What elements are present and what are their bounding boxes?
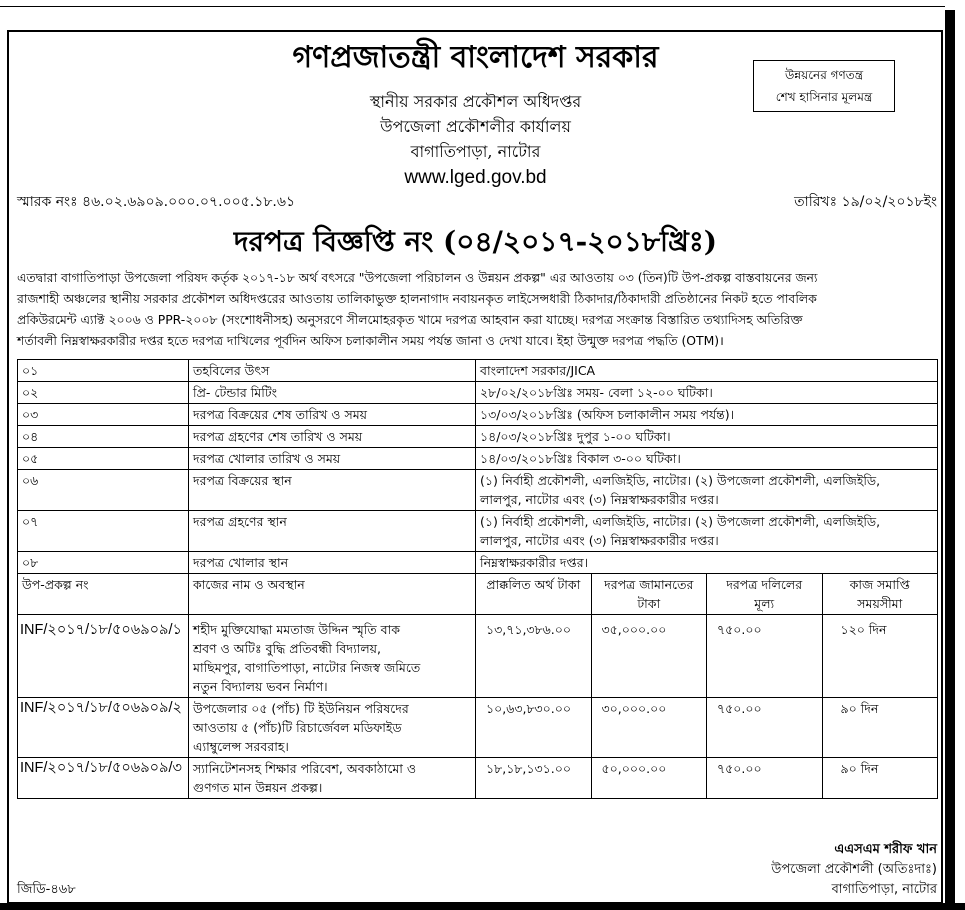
info-no: ০৫ xyxy=(18,448,189,470)
project-name-line: শ্রবণ ও অটিঃ বুদ্ধি প্রতিবন্ধী বিদ্যালয়, xyxy=(193,641,381,656)
project-security: ৩৫,০০০.০০ xyxy=(591,615,707,698)
memo-date: তারিখঃ ১৯/০২/২০১৮ইং xyxy=(794,194,937,210)
project-cost: ১৮,১৮,১৩১.০০ xyxy=(476,758,592,799)
header-doc-price-line: মূল্য xyxy=(754,596,775,611)
project-doc-price: ৭৫০.০০ xyxy=(707,758,823,799)
info-row xyxy=(18,448,938,470)
project-name xyxy=(189,615,476,698)
header-duration-line: সময়সীমা xyxy=(857,596,903,611)
office-location: বাগাতিপাড়া, নাটোর xyxy=(410,142,541,161)
slogan-line-1: উন্নয়নের গণতন্ত্র xyxy=(784,68,864,82)
info-row xyxy=(18,404,938,426)
intro-line: শর্তাবলী নিম্নস্বাক্ষরকারীর দপ্তর হতে দরপত্র দাখিলের পূর্বদিন অফিস চলাকালীন সময় পর্যন্ত জানা ও দেখা যাবে। ইহা উন্মুক্ত দরপত্র পদ্ধতি (OTM)। xyxy=(17,333,724,348)
project-row xyxy=(18,615,938,698)
project-name-line: নতুন বিদ্যালয় ভবন নির্মাণ। xyxy=(193,679,328,694)
header-doc-price-line: দরপত্র দলিলের xyxy=(726,577,803,592)
slogan-line-2: শেখ হাসিনার মূলমন্ত্র xyxy=(775,90,873,104)
header-security-line: দরপত্র জামানতের xyxy=(604,577,694,592)
info-value: ২৮/০২/২০১৮খ্রিঃ সময়- বেলা ১২-০০ ঘটিকা। xyxy=(476,382,938,404)
project-duration: ১২০ দিন xyxy=(822,615,938,698)
info-label: দরপত্র গ্রহণের স্থান xyxy=(189,511,476,552)
info-value xyxy=(476,511,938,552)
info-row xyxy=(18,382,938,404)
project-name-line: স্যানিটেশনসহ শিক্ষার পরিবেশ, অবকাঠামো ও xyxy=(193,761,417,776)
info-label: দরপত্র বিক্রয়ের শেষ তারিখ ও সময় xyxy=(189,404,476,426)
signatory-name: এএসএম শরীফ খান xyxy=(834,842,937,857)
signatory-title: উপজেলা প্রকৌশলী (অতিঃদাঃ) xyxy=(771,862,937,877)
info-no: ০৪ xyxy=(18,426,189,448)
department-name: স্থানীয় সরকার প্রকৌশল অধিদপ্তর xyxy=(369,92,582,111)
project-doc-price: ৭৫০.০০ xyxy=(707,698,823,758)
info-label: দরপত্র খোলার স্থান xyxy=(189,552,476,574)
memo-number: স্মারক নংঃ ৪৬.০২.৬৯০৯.০০০.০৭.০০৫.১৮.৬১ xyxy=(17,194,296,210)
info-label: তহবিলের উৎস xyxy=(189,360,476,382)
info-no: ০৬ xyxy=(18,470,189,511)
project-cost: ১৩,৭১,৩৮৬.০০ xyxy=(476,615,592,698)
info-label: দরপত্র খোলার তারিখ ও সময় xyxy=(189,448,476,470)
project-code: INF/২০১৭/১৮/৫০৬৯০৯/২ xyxy=(18,698,189,758)
header-code: উপ-প্রকল্প নং xyxy=(18,574,189,615)
project-duration: ৯০ দিন xyxy=(822,698,938,758)
government-title: গণপ্রজাতন্ত্রী বাংলাদেশ সরকার xyxy=(292,40,659,75)
info-row xyxy=(18,360,938,382)
intro-line: রাজশাহী অঞ্চলের স্থানীয় সরকার প্রকৌশল অধিদপ্তরের আওতায় তালিকাভুক্ত হালনাগাদ নবায়নকৃত লাইসেন্সধারী ঠিকাদার/ঠিকাদারী প্রতিষ্ঠানের নিকট হতে পাবলিক xyxy=(17,291,817,306)
info-value-line: লালপুর, নাটোর এবং (৩) নিম্নস্বাক্ষরকারীর দপ্তর। xyxy=(480,533,719,548)
project-code: INF/২০১৭/১৮/৫০৬৯০৯/৩ xyxy=(18,758,189,799)
signatory-place: বাগাতিপাড়া, নাটোর xyxy=(831,882,937,897)
website-link[interactable]: www.lged.gov.bd xyxy=(404,167,547,188)
frame-shadow-bottom xyxy=(0,903,965,910)
tender-table xyxy=(17,359,938,799)
info-no: ০৭ xyxy=(18,511,189,552)
project-name xyxy=(189,698,476,758)
info-no: ০৩ xyxy=(18,404,189,426)
intro-paragraph xyxy=(17,267,932,351)
header-cost: প্রাক্কলিত অর্থ টাকা xyxy=(476,574,592,615)
info-value: বাংলাদেশ সরকার/JICA xyxy=(476,360,938,382)
project-name xyxy=(189,758,476,799)
office-name: উপজেলা প্রকৌশলীর কার্যালয় xyxy=(380,117,571,136)
project-code: INF/২০১৭/১৮/৫০৬৯০৯/১ xyxy=(18,615,189,698)
info-value: ১৪/০৩/২০১৮খ্রিঃ বিকাল ৩-০০ ঘটিকা। xyxy=(476,448,938,470)
intro-line: এতদ্বারা বাগাতিপাড়া উপজেলা পরিষদ কর্তৃক ২০১৭-১৮ অর্থ বৎসরে "উপজেলা পরিচালন ও উন্নয়ন প্রকল্প" এর আওতায় ০৩ (তিন)টি উপ-প্রকল্প বাস্তবায়নের জন্য xyxy=(17,270,818,285)
project-name-line: মাছিমপুর, বাগাতিপাড়া, নাটোর নিজস্ব জমিতে xyxy=(193,660,421,675)
header-duration-line: কাজ সমাপ্তি xyxy=(849,577,910,592)
project-name-line: এ্যাম্বুলেন্স সরবরাহ। xyxy=(193,739,289,754)
info-value-line: (১) নির্বাহী প্রকৌশলী, এলজিইডি, নাটোর। (২) উপজেলা প্রকৌশলী, এলজিইডি, xyxy=(480,473,881,488)
info-row xyxy=(18,426,938,448)
info-row xyxy=(18,552,938,574)
info-no: ০৮ xyxy=(18,552,189,574)
header-security-line: টাকা xyxy=(637,596,661,611)
project-row xyxy=(18,698,938,758)
project-name-line: উপজেলার ০৫ (পাঁচ) টি ইউনিয়ন পরিষদের xyxy=(193,701,409,716)
project-cost: ১০,৬৩,৮৩০.০০ xyxy=(476,698,592,758)
notice-title: দরপত্র বিজ্ঞপ্তি নং (০৪/২০১৭-২০১৮খ্রিঃ) xyxy=(233,225,718,258)
project-name-line: আওতায় ৫ (পাঁচ)টি রিচার্জেবল মডিফাইড xyxy=(193,720,402,735)
info-label: দরপত্র গ্রহণের শেষ তারিখ ও সময় xyxy=(189,426,476,448)
project-security: ৩০,০০০.০০ xyxy=(591,698,707,758)
gd-number: জিডি-৪৬৮ xyxy=(17,882,76,897)
header-security xyxy=(591,574,707,615)
info-row xyxy=(18,470,938,511)
info-label: দরপত্র বিক্রয়ের স্থান xyxy=(189,470,476,511)
info-value-line: (১) নির্বাহী প্রকৌশলী, এলজিইডি, নাটোর। (২) উপজেলা প্রকৌশলী, এলজিইডি, xyxy=(480,514,881,529)
info-no: ০২ xyxy=(18,382,189,404)
info-value: ১৪/০৩/২০১৮খ্রিঃ দুপুর ১-০০ ঘটিকা। xyxy=(476,426,938,448)
info-value: নিম্নস্বাক্ষরকারীর দপ্তর। xyxy=(476,552,938,574)
info-row xyxy=(18,511,938,552)
project-name-line: গুণগত মান উন্নয়ন প্রকল্প। xyxy=(193,780,323,795)
header-duration xyxy=(822,574,938,615)
top-rule xyxy=(0,6,945,7)
header-name: কাজের নাম ও অবস্থান xyxy=(189,574,476,615)
project-doc-price: ৭৫০.০০ xyxy=(707,615,823,698)
info-value-line: লালপুর, নাটোর এবং (৩) নিম্নস্বাক্ষরকারীর দপ্তর। xyxy=(480,492,719,507)
project-security: ৫০,০০০.০০ xyxy=(591,758,707,799)
project-name-line: শহীদ মুক্তিযোদ্ধা মমতাজ উদ্দিন স্মৃতি বাক xyxy=(193,622,400,637)
slogan-box xyxy=(753,60,895,112)
info-no: ০১ xyxy=(18,360,189,382)
header-doc-price xyxy=(707,574,823,615)
info-value: ১৩/০৩/২০১৮খ্রিঃ (অফিস চলাকালীন সময় পর্যন্ত)। xyxy=(476,404,938,426)
project-duration: ৯০ দিন xyxy=(822,758,938,799)
info-label: প্রি- টেন্ডার মিটিং xyxy=(189,382,476,404)
project-row xyxy=(18,758,938,799)
intro-line: প্রকিউরমেন্ট এ্যাক্ট ২০০৬ ও PPR-২০০৮ (সংশোধনীসহ) অনুসরণে সীলমোহরকৃত খামে দরপত্র আহবান করা যাচ্ছে। দরপত্র সংক্রান্ত বিস্তারিত তথ্যাদিসহ অতিরিক্ত xyxy=(17,312,803,327)
project-header-row xyxy=(18,574,938,615)
info-value xyxy=(476,470,938,511)
